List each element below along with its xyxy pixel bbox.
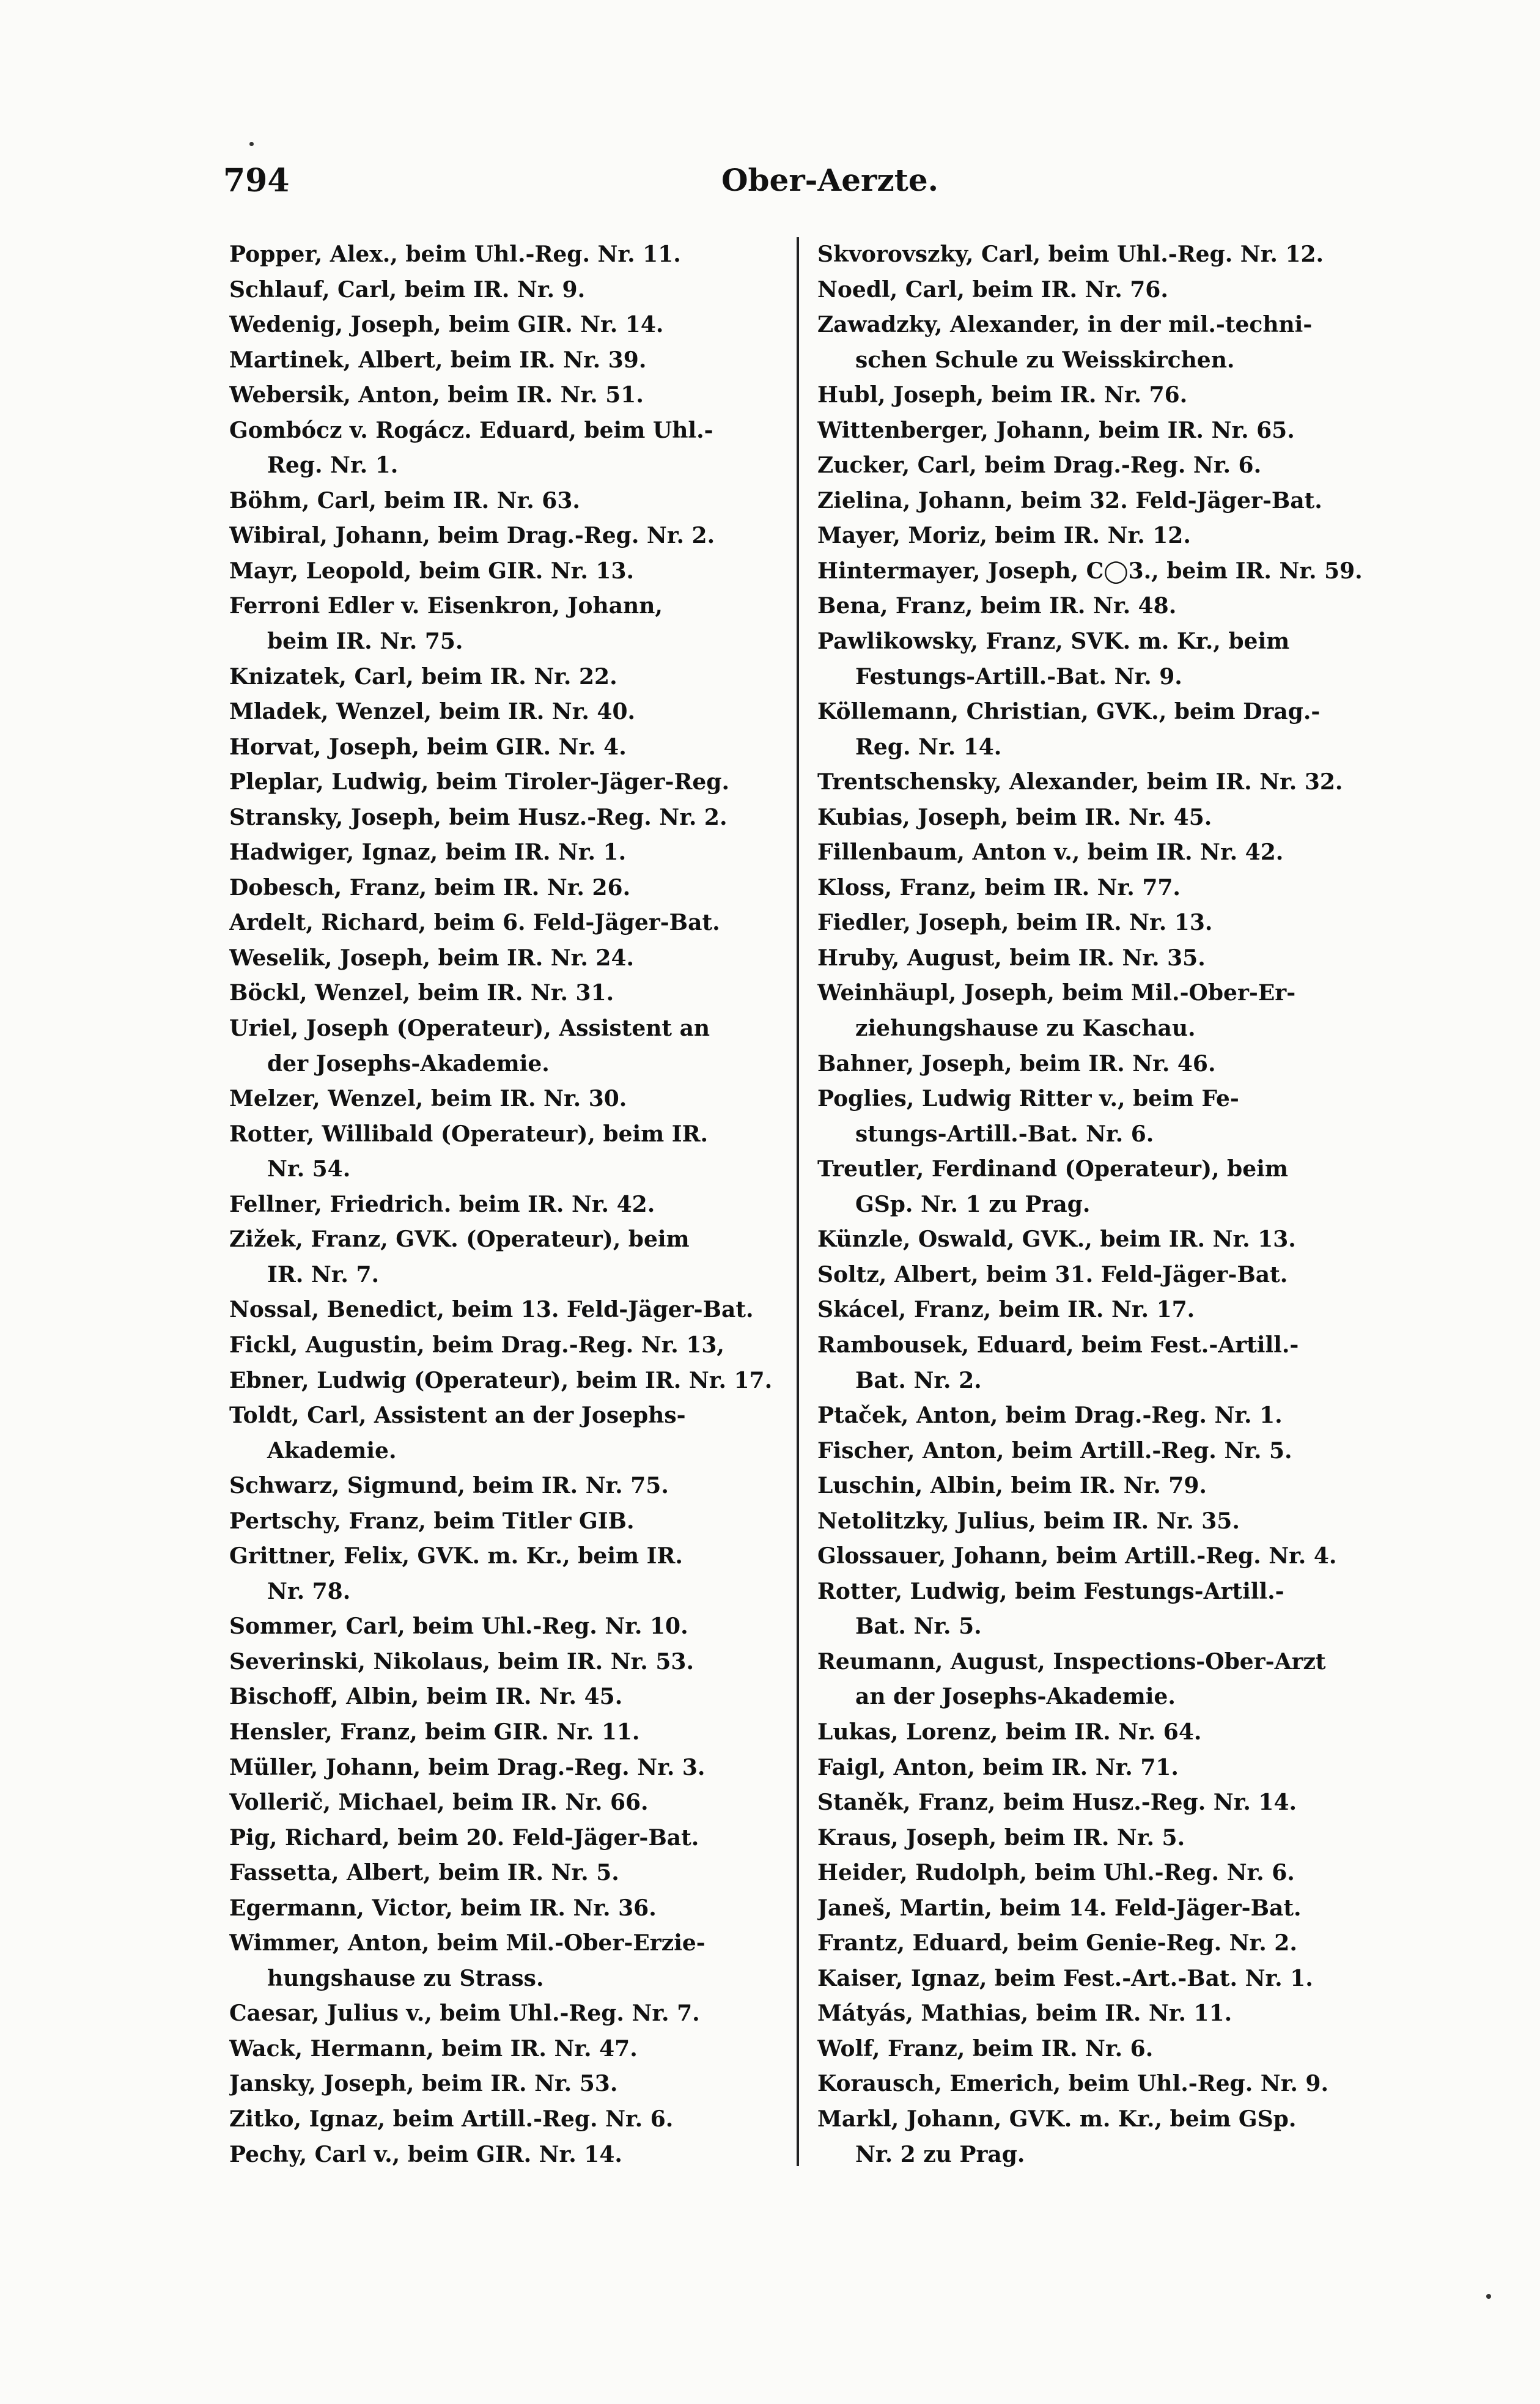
entry-line: Zitko, Ignaz, beim Artill.-Reg. Nr. 6.	[229, 2106, 674, 2132]
entry-line: Reumann, August, Inspections-Ober-Arzt	[817, 1648, 1326, 1675]
entry-line: Bat. Nr. 5.	[855, 1613, 982, 1640]
entry-line: Pertschy, Franz, beim Titler GIB.	[229, 1508, 635, 1534]
entry-line: Wittenberger, Johann, beim IR. Nr. 65.	[817, 417, 1295, 443]
entry-line: Poglies, Ludwig Ritter v., beim Fe-	[817, 1086, 1239, 1112]
entry-line: Faigl, Anton, beim IR. Nr. 71.	[817, 1754, 1179, 1780]
page-number: 794	[223, 162, 290, 199]
entry-line: schen Schule zu Weisskirchen.	[855, 347, 1235, 373]
right-column	[817, 237, 1389, 2172]
entry-line: Bat. Nr. 2.	[855, 1367, 982, 1393]
entry-line: Skácel, Franz, beim IR. Nr. 17.	[817, 1297, 1195, 1323]
entry-line: Janeš, Martin, beim 14. Feld-Jäger-Bat.	[817, 1895, 1302, 1921]
entry-line: Nossal, Benedict, beim 13. Feld-Jäger-Bat.	[229, 1297, 754, 1323]
entry-line: Fellner, Friedrich. beim IR. Nr. 42.	[229, 1191, 655, 1217]
entry-line: Markl, Johann, GVK. m. Kr., beim GSp.	[817, 2106, 1297, 2132]
entry-line: Zucker, Carl, beim Drag.-Reg. Nr. 6.	[817, 452, 1262, 479]
entry-line: ziehungshause zu Kaschau.	[855, 1016, 1196, 1042]
entry-line: an der Josephs-Akademie.	[855, 1684, 1176, 1710]
entry-line: Hadwiger, Ignaz, beim IR. Nr. 1.	[229, 839, 627, 866]
entry-line: Egermann, Victor, beim IR. Nr. 36.	[229, 1895, 657, 1921]
entry-line: Vollerič, Michael, beim IR. Nr. 66.	[229, 1790, 649, 1816]
entry-line: Wedenig, Joseph, beim GIR. Nr. 14.	[229, 312, 664, 338]
entry-line: Hruby, August, beim IR. Nr. 35.	[817, 945, 1206, 971]
entry-line: Mátyás, Mathias, beim IR. Nr. 11.	[817, 2000, 1232, 2027]
print-speck	[1486, 2294, 1491, 2299]
entry-line: Schlauf, Carl, beim IR. Nr. 9.	[229, 276, 586, 303]
entry-line: Dobesch, Franz, beim IR. Nr. 26.	[229, 874, 631, 901]
entry-line: Pechy, Carl v., beim GIR. Nr. 14.	[229, 2141, 622, 2167]
entry-line: Kaiser, Ignaz, beim Fest.-Art.-Bat. Nr. 1.	[817, 1965, 1313, 1991]
entry-line: beim IR. Nr. 75.	[267, 629, 463, 655]
entry-line: Kraus, Joseph, beim IR. Nr. 5.	[817, 1824, 1185, 1851]
entry-line: Mladek, Wenzel, beim IR. Nr. 40.	[229, 699, 636, 725]
entry-line: Hubl, Joseph, beim IR. Nr. 76.	[817, 382, 1188, 408]
running-header: Ober-Aerzte.	[721, 162, 939, 198]
entry-line: Akademie.	[267, 1437, 397, 1464]
entry-line: Sommer, Carl, beim Uhl.-Reg. Nr. 10.	[229, 1613, 688, 1640]
entry-line: Reg. Nr. 14.	[855, 734, 1002, 760]
entry-line: Rambousek, Eduard, beim Fest.-Artill.-	[817, 1332, 1299, 1358]
entry-line: Toldt, Carl, Assistent an der Josephs-	[229, 1403, 686, 1429]
entry-line: Fischer, Anton, beim Artill.-Reg. Nr. 5.	[817, 1437, 1292, 1464]
entry-line: Pleplar, Ludwig, beim Tiroler-Jäger-Reg.	[229, 769, 729, 795]
entry-line: Ptaček, Anton, beim Drag.-Reg. Nr. 1.	[817, 1403, 1283, 1429]
entry-line: Künzle, Oswald, GVK., beim IR. Nr. 13.	[817, 1226, 1296, 1253]
entry-line: Trentschensky, Alexander, beim IR. Nr. 32.	[817, 769, 1343, 795]
entry-line: Böhm, Carl, beim IR. Nr. 63.	[229, 487, 580, 514]
entry-line: Bischoff, Albin, beim IR. Nr. 45.	[229, 1684, 623, 1710]
entry-line: Fillenbaum, Anton v., beim IR. Nr. 42.	[817, 839, 1284, 866]
entry-line: Caesar, Julius v., beim Uhl.-Reg. Nr. 7.	[229, 2000, 700, 2027]
entry-line: Müller, Johann, beim Drag.-Reg. Nr. 3.	[229, 1754, 706, 1780]
entry-line: Hintermayer, Joseph, C◯3., beim IR. Nr. 59.	[817, 558, 1363, 584]
entry-line: Festungs-Artill.-Bat. Nr. 9.	[855, 663, 1182, 690]
entry-line: Mayer, Moriz, beim IR. Nr. 12.	[817, 523, 1191, 549]
entry-line: Stransky, Joseph, beim Husz.-Reg. Nr. 2.	[229, 804, 728, 830]
entry-line: Fassetta, Albert, beim IR. Nr. 5.	[229, 1860, 619, 1886]
entry-line: Pawlikowsky, Franz, SVK. m. Kr., beim	[817, 629, 1290, 655]
entry-line: Hensler, Franz, beim GIR. Nr. 11.	[229, 1719, 640, 1745]
entry-line: Fiedler, Joseph, beim IR. Nr. 13.	[817, 910, 1213, 936]
entry-line: Fickl, Augustin, beim Drag.-Reg. Nr. 13,	[229, 1332, 724, 1358]
entry-line: Skvorovszky, Carl, beim Uhl.-Reg. Nr. 12.	[817, 242, 1324, 267]
entry-line: Staněk, Franz, beim Husz.-Reg. Nr. 14.	[817, 1790, 1297, 1816]
entry-line: GSp. Nr. 1 zu Prag.	[855, 1191, 1091, 1217]
entry-line: der Josephs-Akademie.	[267, 1050, 550, 1077]
entry-line: Köllemann, Christian, GVK., beim Drag.-	[817, 699, 1321, 725]
entry-line: Glossauer, Johann, beim Artill.-Reg. Nr. 4.	[817, 1543, 1337, 1569]
entry-line: Martinek, Albert, beim IR. Nr. 39.	[229, 347, 647, 373]
column-divider	[797, 237, 799, 2166]
entry-line: Nr. 54.	[267, 1156, 351, 1182]
entry-line: stungs-Artill.-Bat. Nr. 6.	[855, 1121, 1154, 1147]
entry-line: Popper, Alex., beim Uhl.-Reg. Nr. 11.	[229, 242, 681, 267]
entry-line: Treutler, Ferdinand (Operateur), beim	[817, 1156, 1288, 1182]
entry-line: Zawadzky, Alexander, in der mil.-techni-	[817, 312, 1313, 338]
entry-line: Weselik, Joseph, beim IR. Nr. 24.	[229, 945, 635, 971]
entry-line: Webersik, Anton, beim IR. Nr. 51.	[229, 382, 644, 408]
entry-line: Pig, Richard, beim 20. Feld-Jäger-Bat.	[229, 1824, 699, 1851]
entry-line: Frantz, Eduard, beim Genie-Reg. Nr. 2.	[817, 1930, 1297, 1956]
left-column	[229, 237, 801, 2172]
entry-line: Zielina, Johann, beim 32. Feld-Jäger-Bat.	[817, 487, 1322, 514]
entry-line: Heider, Rudolph, beim Uhl.-Reg. Nr. 6.	[817, 1860, 1295, 1886]
entry-line: Zižek, Franz, GVK. (Operateur), beim	[229, 1226, 690, 1253]
entry-line: Severinski, Nikolaus, beim IR. Nr. 53.	[229, 1648, 694, 1675]
entry-line: Melzer, Wenzel, beim IR. Nr. 30.	[229, 1086, 627, 1112]
entry-line: Böckl, Wenzel, beim IR. Nr. 31.	[229, 980, 614, 1006]
entry-line: Weinhäupl, Joseph, beim Mil.-Ober-Er-	[817, 980, 1296, 1006]
entry-line: Ebner, Ludwig (Operateur), beim IR. Nr. 17.	[229, 1367, 773, 1393]
entry-line: Jansky, Joseph, beim IR. Nr. 53.	[229, 2071, 618, 2097]
entry-line: Korausch, Emerich, beim Uhl.-Reg. Nr. 9.	[817, 2071, 1329, 2097]
entry-line: Uriel, Joseph (Operateur), Assistent an	[229, 1016, 710, 1042]
entry-line: Mayr, Leopold, beim GIR. Nr. 13.	[229, 558, 635, 584]
entry-line: Grittner, Felix, GVK. m. Kr., beim IR.	[229, 1543, 683, 1569]
entry-line: Bahner, Joseph, beim IR. Nr. 46.	[817, 1050, 1216, 1077]
entry-line: Bena, Franz, beim IR. Nr. 48.	[817, 593, 1177, 619]
entry-line: Ferroni Edler v. Eisenkron, Johann,	[229, 593, 663, 619]
entry-line: Rotter, Ludwig, beim Festungs-Artill.-	[817, 1578, 1284, 1604]
entry-line: Lukas, Lorenz, beim IR. Nr. 64.	[817, 1719, 1202, 1745]
entry-line: IR. Nr. 7.	[267, 1261, 380, 1288]
entry-line: Luschin, Albin, beim IR. Nr. 79.	[817, 1473, 1207, 1499]
entry-line: Noedl, Carl, beim IR. Nr. 76.	[817, 276, 1168, 303]
entry-line: Kubias, Joseph, beim IR. Nr. 45.	[817, 804, 1212, 830]
entry-line: Wolf, Franz, beim IR. Nr. 6.	[817, 2035, 1154, 2062]
entry-line: hungshause zu Strass.	[267, 1965, 544, 1991]
entry-line: Knizatek, Carl, beim IR. Nr. 22.	[229, 663, 617, 690]
entry-line: Schwarz, Sigmund, beim IR. Nr. 75.	[229, 1473, 669, 1499]
entry-line: Soltz, Albert, beim 31. Feld-Jäger-Bat.	[817, 1261, 1288, 1288]
entry-line: Reg. Nr. 1.	[267, 452, 399, 479]
entry-line: Ardelt, Richard, beim 6. Feld-Jäger-Bat.	[229, 910, 720, 936]
entry-line: Gombócz v. Rogácz. Eduard, beim Uhl.-	[229, 417, 713, 443]
entry-line: Nr. 78.	[267, 1578, 351, 1604]
entry-line: Netolitzky, Julius, beim IR. Nr. 35.	[817, 1508, 1240, 1534]
entry-line: Kloss, Franz, beim IR. Nr. 77.	[817, 874, 1181, 901]
entry-line: Wibiral, Johann, beim Drag.-Reg. Nr. 2.	[229, 523, 715, 549]
entry-line: Wack, Hermann, beim IR. Nr. 47.	[229, 2035, 638, 2062]
print-speck	[249, 142, 254, 146]
entry-line: Horvat, Joseph, beim GIR. Nr. 4.	[229, 734, 627, 760]
entry-line: Rotter, Willibald (Operateur), beim IR.	[229, 1121, 709, 1147]
entry-line: Wimmer, Anton, beim Mil.-Ober-Erzie-	[229, 1930, 706, 1956]
entry-line: Nr. 2 zu Prag.	[855, 2141, 1025, 2167]
